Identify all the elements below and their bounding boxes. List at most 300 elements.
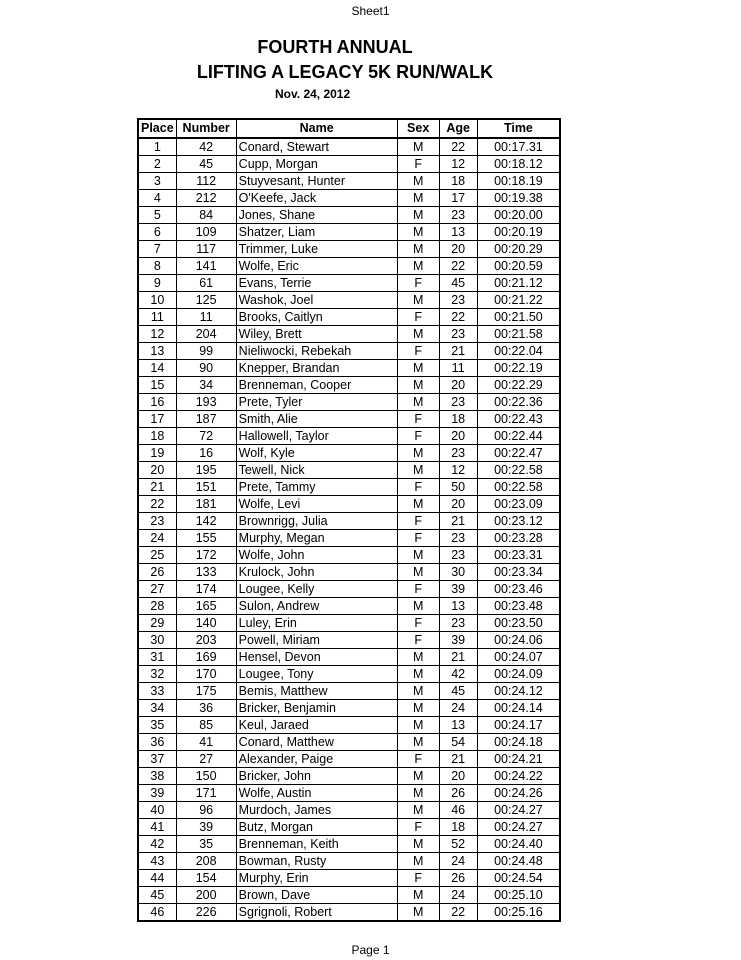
cell-name: Knepper, Brandan <box>236 360 397 377</box>
cell-sex: M <box>397 190 439 207</box>
results-table <box>137 118 561 922</box>
cell-sex: F <box>397 156 439 173</box>
cell-number: 45 <box>176 156 236 173</box>
table-row <box>138 445 560 462</box>
cell-time: 00:25.16 <box>477 904 560 922</box>
cell-name: Murdoch, James <box>236 802 397 819</box>
cell-place: 11 <box>138 309 176 326</box>
cell-place: 23 <box>138 513 176 530</box>
cell-name: Lougee, Kelly <box>236 581 397 598</box>
cell-time: 00:24.26 <box>477 785 560 802</box>
cell-time: 00:22.29 <box>477 377 560 394</box>
cell-number: 155 <box>176 530 236 547</box>
table-row <box>138 870 560 887</box>
table-row <box>138 462 560 479</box>
title-line-2: LIFTING A LEGACY 5K RUN/WALK <box>196 62 494 82</box>
cell-time: 00:20.00 <box>477 207 560 224</box>
cell-time: 00:21.50 <box>477 309 560 326</box>
cell-age: 22 <box>439 309 477 326</box>
cell-age: 20 <box>439 428 477 445</box>
cell-age: 50 <box>439 479 477 496</box>
cell-place: 30 <box>138 632 176 649</box>
cell-sex: M <box>397 326 439 343</box>
cell-number: 165 <box>176 598 236 615</box>
table-row <box>138 513 560 530</box>
table-row <box>138 138 560 156</box>
cell-name: Bowman, Rusty <box>236 853 397 870</box>
cell-place: 3 <box>138 173 176 190</box>
table-row <box>138 802 560 819</box>
cell-age: 45 <box>439 275 477 292</box>
cell-place: 37 <box>138 751 176 768</box>
cell-number: 172 <box>176 547 236 564</box>
cell-age: 18 <box>439 819 477 836</box>
cell-place: 10 <box>138 292 176 309</box>
cell-name: Smith, Alie <box>236 411 397 428</box>
cell-time: 00:24.54 <box>477 870 560 887</box>
cell-time: 00:23.46 <box>477 581 560 598</box>
cell-place: 32 <box>138 666 176 683</box>
cell-age: 22 <box>439 138 477 156</box>
column-header-name: Name <box>236 119 397 138</box>
cell-place: 1 <box>138 138 176 156</box>
cell-number: 96 <box>176 802 236 819</box>
cell-time: 00:21.58 <box>477 326 560 343</box>
cell-sex: M <box>397 853 439 870</box>
cell-age: 30 <box>439 564 477 581</box>
cell-name: Brownrigg, Julia <box>236 513 397 530</box>
cell-time: 00:24.17 <box>477 717 560 734</box>
table-row <box>138 156 560 173</box>
cell-number: 151 <box>176 479 236 496</box>
cell-number: 125 <box>176 292 236 309</box>
cell-name: O'Keefe, Jack <box>236 190 397 207</box>
cell-place: 19 <box>138 445 176 462</box>
cell-number: 175 <box>176 683 236 700</box>
cell-time: 00:17.31 <box>477 138 560 156</box>
cell-time: 00:20.19 <box>477 224 560 241</box>
cell-sex: M <box>397 138 439 156</box>
cell-sex: M <box>397 768 439 785</box>
column-header-sex: Sex <box>397 119 439 138</box>
cell-number: 42 <box>176 138 236 156</box>
cell-place: 15 <box>138 377 176 394</box>
table-row <box>138 377 560 394</box>
cell-place: 2 <box>138 156 176 173</box>
cell-sex: M <box>397 292 439 309</box>
cell-sex: M <box>397 496 439 513</box>
cell-age: 12 <box>439 156 477 173</box>
cell-place: 34 <box>138 700 176 717</box>
cell-name: Murphy, Erin <box>236 870 397 887</box>
cell-age: 22 <box>439 258 477 275</box>
table-row <box>138 904 560 922</box>
cell-name: Conard, Matthew <box>236 734 397 751</box>
cell-age: 39 <box>439 632 477 649</box>
cell-name: Lougee, Tony <box>236 666 397 683</box>
cell-place: 46 <box>138 904 176 922</box>
cell-place: 6 <box>138 224 176 241</box>
cell-name: Evans, Terrie <box>236 275 397 292</box>
cell-sex: M <box>397 802 439 819</box>
cell-time: 00:23.28 <box>477 530 560 547</box>
cell-sex: F <box>397 343 439 360</box>
cell-time: 00:23.12 <box>477 513 560 530</box>
cell-age: 23 <box>439 292 477 309</box>
table-row <box>138 547 560 564</box>
cell-number: 142 <box>176 513 236 530</box>
cell-sex: M <box>397 462 439 479</box>
cell-name: Hallowell, Taylor <box>236 428 397 445</box>
cell-name: Bricker, John <box>236 768 397 785</box>
cell-name: Trimmer, Luke <box>236 241 397 258</box>
event-date: Nov. 24, 2012 <box>275 87 351 101</box>
cell-number: 16 <box>176 445 236 462</box>
table-row <box>138 326 560 343</box>
cell-age: 46 <box>439 802 477 819</box>
table-row <box>138 479 560 496</box>
cell-time: 00:24.27 <box>477 819 560 836</box>
cell-name: Wolfe, John <box>236 547 397 564</box>
cell-sex: M <box>397 377 439 394</box>
cell-sex: M <box>397 717 439 734</box>
cell-number: 170 <box>176 666 236 683</box>
table-header-row <box>138 119 560 138</box>
table-row <box>138 496 560 513</box>
column-header-place: Place <box>138 119 176 138</box>
cell-sex: F <box>397 275 439 292</box>
table-row <box>138 836 560 853</box>
cell-time: 00:22.44 <box>477 428 560 445</box>
cell-sex: M <box>397 598 439 615</box>
cell-age: 45 <box>439 683 477 700</box>
table-row <box>138 530 560 547</box>
cell-name: Sgrignoli, Robert <box>236 904 397 922</box>
cell-sex: F <box>397 411 439 428</box>
table-row <box>138 853 560 870</box>
cell-name: Brooks, Caitlyn <box>236 309 397 326</box>
cell-age: 21 <box>439 751 477 768</box>
cell-sex: M <box>397 224 439 241</box>
cell-place: 21 <box>138 479 176 496</box>
cell-time: 00:23.48 <box>477 598 560 615</box>
cell-name: Hensel, Devon <box>236 649 397 666</box>
cell-age: 18 <box>439 411 477 428</box>
results-body <box>138 138 560 921</box>
cell-sex: M <box>397 207 439 224</box>
cell-sex: M <box>397 394 439 411</box>
cell-age: 22 <box>439 904 477 922</box>
table-row <box>138 207 560 224</box>
cell-name: Wolfe, Eric <box>236 258 397 275</box>
cell-age: 23 <box>439 547 477 564</box>
cell-name: Brown, Dave <box>236 887 397 904</box>
cell-name: Cupp, Morgan <box>236 156 397 173</box>
cell-number: 41 <box>176 734 236 751</box>
cell-age: 20 <box>439 768 477 785</box>
cell-time: 00:24.06 <box>477 632 560 649</box>
cell-number: 193 <box>176 394 236 411</box>
table-row <box>138 275 560 292</box>
cell-number: 200 <box>176 887 236 904</box>
cell-age: 26 <box>439 870 477 887</box>
table-row <box>138 887 560 904</box>
cell-sex: F <box>397 632 439 649</box>
cell-age: 23 <box>439 394 477 411</box>
cell-number: 187 <box>176 411 236 428</box>
cell-name: Wolfe, Austin <box>236 785 397 802</box>
cell-sex: M <box>397 241 439 258</box>
cell-sex: M <box>397 360 439 377</box>
sheet-name: Sheet1 <box>351 4 390 18</box>
cell-place: 4 <box>138 190 176 207</box>
cell-sex: M <box>397 700 439 717</box>
table-row <box>138 360 560 377</box>
cell-time: 00:19.38 <box>477 190 560 207</box>
cell-number: 212 <box>176 190 236 207</box>
cell-number: 208 <box>176 853 236 870</box>
cell-name: Nieliwocki, Rebekah <box>236 343 397 360</box>
cell-age: 54 <box>439 734 477 751</box>
cell-time: 00:22.43 <box>477 411 560 428</box>
cell-sex: M <box>397 734 439 751</box>
cell-age: 52 <box>439 836 477 853</box>
cell-time: 00:23.31 <box>477 547 560 564</box>
cell-age: 13 <box>439 224 477 241</box>
cell-time: 00:24.22 <box>477 768 560 785</box>
cell-age: 23 <box>439 530 477 547</box>
cell-time: 00:24.12 <box>477 683 560 700</box>
cell-sex: F <box>397 870 439 887</box>
table-row <box>138 734 560 751</box>
cell-name: Jones, Shane <box>236 207 397 224</box>
cell-time: 00:22.19 <box>477 360 560 377</box>
table-row <box>138 394 560 411</box>
cell-place: 33 <box>138 683 176 700</box>
cell-place: 43 <box>138 853 176 870</box>
cell-place: 28 <box>138 598 176 615</box>
cell-name: Keul, Jaraed <box>236 717 397 734</box>
cell-place: 39 <box>138 785 176 802</box>
column-header-age: Age <box>439 119 477 138</box>
cell-time: 00:20.29 <box>477 241 560 258</box>
cell-name: Bemis, Matthew <box>236 683 397 700</box>
cell-name: Sulon, Andrew <box>236 598 397 615</box>
cell-time: 00:24.14 <box>477 700 560 717</box>
cell-sex: M <box>397 887 439 904</box>
table-row <box>138 785 560 802</box>
cell-sex: M <box>397 564 439 581</box>
cell-number: 140 <box>176 615 236 632</box>
cell-place: 27 <box>138 581 176 598</box>
cell-place: 26 <box>138 564 176 581</box>
cell-number: 109 <box>176 224 236 241</box>
table-row <box>138 717 560 734</box>
table-row <box>138 411 560 428</box>
cell-sex: F <box>397 428 439 445</box>
cell-sex: F <box>397 581 439 598</box>
cell-age: 23 <box>439 615 477 632</box>
cell-age: 11 <box>439 360 477 377</box>
cell-age: 21 <box>439 343 477 360</box>
cell-name: Wiley, Brett <box>236 326 397 343</box>
cell-time: 00:24.07 <box>477 649 560 666</box>
table-row <box>138 564 560 581</box>
cell-place: 22 <box>138 496 176 513</box>
cell-time: 00:25.10 <box>477 887 560 904</box>
cell-time: 00:22.58 <box>477 462 560 479</box>
table-row <box>138 632 560 649</box>
cell-name: Tewell, Nick <box>236 462 397 479</box>
cell-sex: M <box>397 445 439 462</box>
table-row <box>138 598 560 615</box>
cell-age: 13 <box>439 717 477 734</box>
cell-age: 24 <box>439 887 477 904</box>
cell-name: Stuyvesant, Hunter <box>236 173 397 190</box>
cell-age: 23 <box>439 445 477 462</box>
cell-time: 00:22.04 <box>477 343 560 360</box>
cell-time: 00:22.36 <box>477 394 560 411</box>
cell-number: 204 <box>176 326 236 343</box>
cell-place: 25 <box>138 547 176 564</box>
cell-age: 21 <box>439 513 477 530</box>
cell-sex: M <box>397 547 439 564</box>
cell-age: 21 <box>439 649 477 666</box>
cell-sex: M <box>397 666 439 683</box>
cell-name: Wolf, Kyle <box>236 445 397 462</box>
cell-name: Murphy, Megan <box>236 530 397 547</box>
cell-number: 203 <box>176 632 236 649</box>
cell-number: 154 <box>176 870 236 887</box>
table-row <box>138 190 560 207</box>
cell-time: 00:18.12 <box>477 156 560 173</box>
cell-sex: M <box>397 785 439 802</box>
cell-number: 171 <box>176 785 236 802</box>
title-line-1: FOURTH ANNUAL <box>257 37 413 57</box>
cell-time: 00:20.59 <box>477 258 560 275</box>
cell-sex: M <box>397 649 439 666</box>
column-header-number: Number <box>176 119 236 138</box>
cell-sex: F <box>397 513 439 530</box>
cell-time: 00:21.22 <box>477 292 560 309</box>
cell-place: 13 <box>138 343 176 360</box>
cell-place: 41 <box>138 819 176 836</box>
cell-name: Powell, Miriam <box>236 632 397 649</box>
cell-sex: M <box>397 258 439 275</box>
cell-place: 35 <box>138 717 176 734</box>
cell-place: 14 <box>138 360 176 377</box>
cell-name: Bricker, Benjamin <box>236 700 397 717</box>
cell-age: 12 <box>439 462 477 479</box>
cell-time: 00:22.58 <box>477 479 560 496</box>
cell-place: 38 <box>138 768 176 785</box>
cell-place: 36 <box>138 734 176 751</box>
cell-time: 00:24.09 <box>477 666 560 683</box>
cell-number: 169 <box>176 649 236 666</box>
cell-number: 141 <box>176 258 236 275</box>
cell-name: Butz, Morgan <box>236 819 397 836</box>
table-row <box>138 649 560 666</box>
column-header-time: Time <box>477 119 560 138</box>
cell-place: 42 <box>138 836 176 853</box>
table-row <box>138 428 560 445</box>
cell-number: 35 <box>176 836 236 853</box>
cell-sex: M <box>397 836 439 853</box>
cell-sex: F <box>397 819 439 836</box>
cell-number: 61 <box>176 275 236 292</box>
cell-time: 00:24.21 <box>477 751 560 768</box>
cell-name: Brenneman, Cooper <box>236 377 397 394</box>
cell-place: 9 <box>138 275 176 292</box>
cell-age: 39 <box>439 581 477 598</box>
cell-number: 39 <box>176 819 236 836</box>
table-row <box>138 309 560 326</box>
cell-place: 17 <box>138 411 176 428</box>
cell-number: 72 <box>176 428 236 445</box>
cell-name: Wolfe, Levi <box>236 496 397 513</box>
table-row <box>138 292 560 309</box>
cell-age: 24 <box>439 853 477 870</box>
cell-place: 12 <box>138 326 176 343</box>
table-row <box>138 241 560 258</box>
table-row <box>138 224 560 241</box>
cell-place: 8 <box>138 258 176 275</box>
table-row <box>138 768 560 785</box>
cell-number: 174 <box>176 581 236 598</box>
cell-sex: F <box>397 479 439 496</box>
cell-time: 00:24.18 <box>477 734 560 751</box>
cell-place: 45 <box>138 887 176 904</box>
cell-place: 24 <box>138 530 176 547</box>
cell-place: 29 <box>138 615 176 632</box>
cell-age: 42 <box>439 666 477 683</box>
cell-place: 7 <box>138 241 176 258</box>
table-row <box>138 343 560 360</box>
cell-time: 00:23.50 <box>477 615 560 632</box>
cell-time: 00:21.12 <box>477 275 560 292</box>
table-row <box>138 751 560 768</box>
cell-name: Conard, Stewart <box>236 138 397 156</box>
cell-number: 181 <box>176 496 236 513</box>
cell-age: 23 <box>439 326 477 343</box>
cell-place: 44 <box>138 870 176 887</box>
table-row <box>138 700 560 717</box>
cell-name: Shatzer, Liam <box>236 224 397 241</box>
cell-place: 40 <box>138 802 176 819</box>
cell-age: 20 <box>439 241 477 258</box>
cell-number: 84 <box>176 207 236 224</box>
cell-name: Prete, Tyler <box>236 394 397 411</box>
cell-sex: F <box>397 615 439 632</box>
cell-time: 00:18.19 <box>477 173 560 190</box>
cell-time: 00:22.47 <box>477 445 560 462</box>
cell-time: 00:24.27 <box>477 802 560 819</box>
cell-place: 31 <box>138 649 176 666</box>
cell-number: 36 <box>176 700 236 717</box>
cell-number: 99 <box>176 343 236 360</box>
cell-name: Washok, Joel <box>236 292 397 309</box>
cell-time: 00:23.09 <box>477 496 560 513</box>
cell-place: 20 <box>138 462 176 479</box>
cell-place: 18 <box>138 428 176 445</box>
cell-age: 17 <box>439 190 477 207</box>
table-row <box>138 581 560 598</box>
cell-age: 18 <box>439 173 477 190</box>
table-row <box>138 666 560 683</box>
cell-place: 16 <box>138 394 176 411</box>
cell-age: 24 <box>439 700 477 717</box>
cell-time: 00:23.34 <box>477 564 560 581</box>
